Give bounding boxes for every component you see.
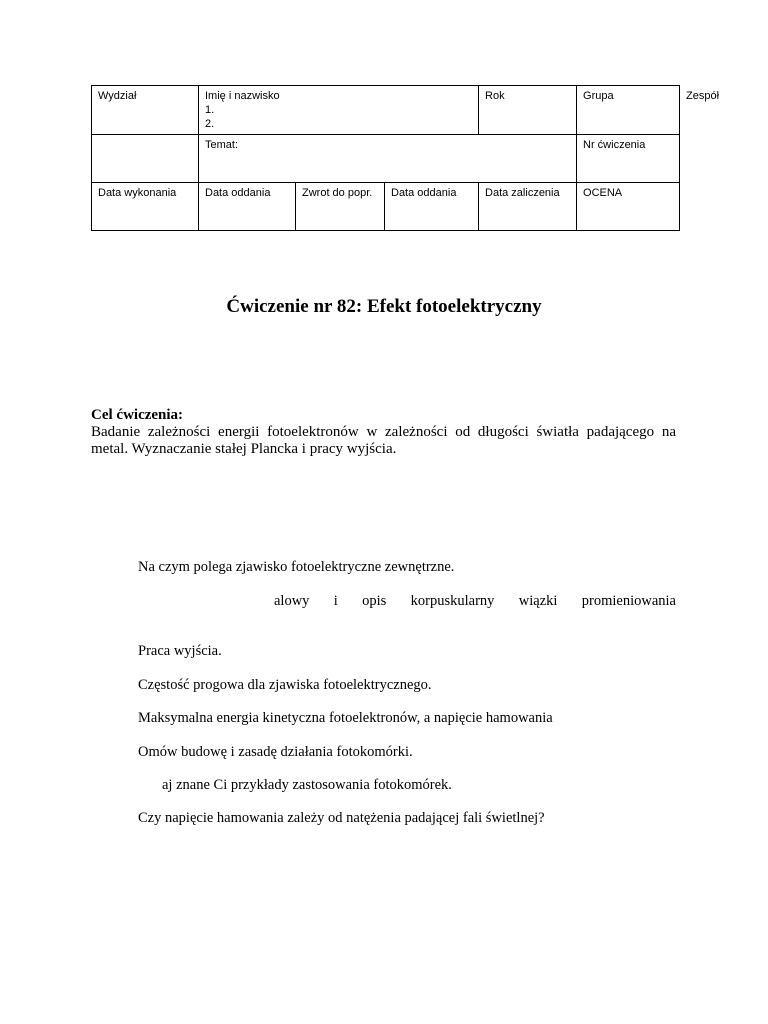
- cell-data-oddania-1: [199, 183, 296, 231]
- question-5: Maksymalna energia kinetyczna fotoelektronów, a napięcie hamowania: [138, 710, 553, 726]
- cell-data-wykonania: [92, 183, 199, 231]
- header-row-2: [92, 135, 680, 183]
- header-row-3: [92, 183, 680, 231]
- data-oddania-1-label: Data oddania: [205, 187, 271, 199]
- cell-temat: [199, 135, 577, 183]
- data-wykonania-label: Data wykonania: [98, 187, 177, 199]
- zwrot-label: Zwrot do popr.: [302, 187, 373, 199]
- cell-data-oddania-2: [385, 183, 479, 231]
- cell-zwrot: [296, 183, 385, 231]
- data-zaliczenia-label: Data zaliczenia: [485, 187, 560, 199]
- grupa-label: Grupa: [583, 90, 614, 102]
- goal-text: Badanie zależności energii fotoelektronów w zależności od długości światła padającego na metal. Wyznaczanie stałej Plancka i pracy wyjścia.: [91, 424, 676, 457]
- cell-empty: [92, 135, 199, 183]
- wydzial-label: Wydział: [98, 90, 137, 102]
- question-6: Omów budowę i zasadę działania fotokomórki.: [138, 744, 413, 760]
- question-3: Praca wyjścia.: [138, 643, 222, 659]
- cell-imie-nazwisko: [199, 86, 479, 135]
- cell-ocena: [577, 183, 680, 231]
- cell-grupa: [577, 86, 680, 135]
- imie-2: 2.: [205, 118, 215, 130]
- imie-1: 1.: [205, 104, 215, 116]
- cell-data-zaliczenia: [479, 183, 577, 231]
- question-4: Częstość progowa dla zjawiska fotoelektrycznego.: [138, 677, 432, 693]
- nr-cwiczenia-label: Nr ćwiczenia: [583, 139, 646, 151]
- zespol-label: Zespół: [686, 90, 720, 102]
- temat-label: Temat:: [205, 139, 239, 151]
- cell-nr-cwiczenia: [577, 135, 680, 183]
- ocena-label: OCENA: [583, 187, 623, 199]
- goal-heading: Cel ćwiczenia:: [91, 407, 184, 423]
- cell-rok: [479, 86, 577, 135]
- header-row-1: [92, 86, 680, 135]
- imie-label: Imię i nazwisko: [205, 90, 280, 102]
- question-8: Czy napięcie hamowania zależy od natężenia padającej fali świetlnej?: [138, 810, 545, 826]
- question-7: aj znane Ci przykłady zastosowania fotokomórek.: [162, 777, 452, 793]
- document-title: Ćwiczenie nr 82: Efekt fotoelektryczny: [226, 296, 542, 317]
- rok-label: Rok: [485, 90, 505, 102]
- data-oddania-2-label: Data oddania: [391, 187, 457, 199]
- cell-wydzial: [92, 86, 199, 135]
- header-table: [91, 85, 720, 231]
- question-2: alowy i opis korpuskularny wiązki promieniowania: [274, 593, 676, 609]
- question-1: Na czym polega zjawisko fotoelektryczne zewnętrzne.: [138, 559, 455, 575]
